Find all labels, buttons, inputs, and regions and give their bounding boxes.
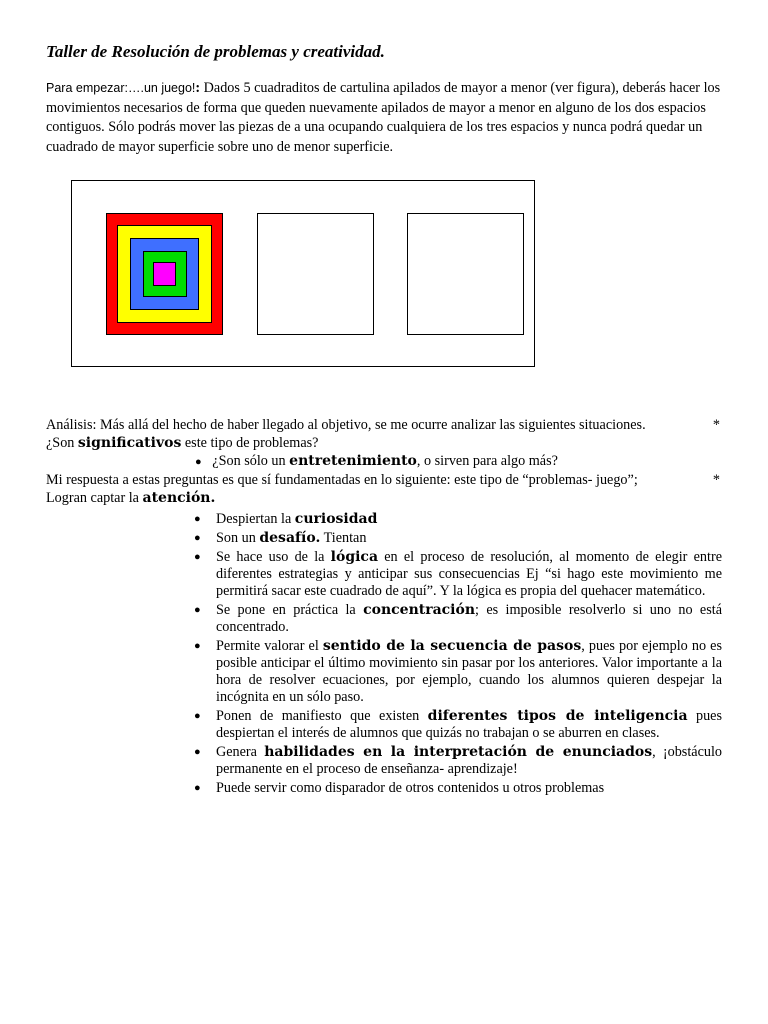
item-post: Tientan — [320, 530, 367, 546]
question-1 — [46, 434, 722, 452]
stacked-squares — [106, 213, 223, 335]
item-bold: habilidades en la interpretación de enunciados — [264, 744, 653, 760]
analysis-section — [46, 416, 722, 799]
item-pre: Permite valorar el — [216, 638, 323, 654]
analysis-line: Análisis: Más allá del hecho de haber llegado al objetivo, se me ocurre analizar las siguientes situaciones. — [46, 417, 646, 433]
q1-bold: significativos — [77, 435, 182, 451]
answer-line — [46, 471, 722, 489]
intro-lead: Para empezar:….un juego! — [46, 81, 196, 95]
square-green — [143, 251, 187, 297]
item-bold: concentración — [363, 602, 476, 618]
bullet-dot: ● — [194, 532, 201, 544]
star-marker-2: * — [712, 472, 720, 488]
item-bold: curiosidad — [294, 511, 378, 527]
list-item — [46, 549, 722, 600]
q2-pre: ¿Son sólo un — [212, 453, 290, 469]
bullet-dot: ● — [194, 782, 201, 794]
bullet-dot: ● — [194, 551, 201, 563]
item-pre: Se pone en práctica la — [216, 602, 364, 618]
item-post: , ¡obstáculo permanente en el proceso de enseñanza- aprendizaje! — [216, 744, 722, 777]
list-item — [46, 708, 722, 742]
q2-bold: entretenimiento — [289, 453, 417, 469]
item-pre: Puede servir como disparador de otros contenidos u otros problemas — [216, 780, 605, 796]
logran-pre: Logran captar la — [46, 490, 143, 506]
list-item — [46, 511, 722, 528]
list-item — [46, 638, 722, 706]
item-pre: Genera — [216, 744, 265, 760]
logran-bold: atención. — [142, 490, 216, 506]
list-item — [46, 780, 722, 797]
benefits-list — [46, 511, 722, 797]
q2-post: , o sirven para algo más? — [416, 453, 558, 469]
item-post: pues despiertan el interés de alumnos que quizás no trabajan o se aburren en clases. — [216, 708, 723, 741]
item-bold: lógica — [330, 549, 379, 565]
item-post: en el proceso de resolución, al momento de elegir entre diferentes estrategias y anticipar sus consecuencias Ej “si hago este movimiento me permitirá sacar este cuadrado de aquí”. Y la lógica es propia del quehacer matemático. — [216, 549, 722, 599]
answer-text: Mi respuesta a estas preguntas es que sí fundamentadas en lo siguiente: este tipo de “problemas- juego”; — [46, 472, 638, 488]
square-magenta — [153, 262, 176, 286]
bullet-dot: ● — [194, 604, 201, 616]
empty-space-2 — [257, 213, 374, 335]
intro-colon: : — [195, 80, 201, 96]
q1-post: este tipo de problemas? — [181, 435, 319, 451]
item-pre: Despiertan la — [216, 511, 295, 527]
square-blue — [130, 238, 199, 310]
list-item — [46, 744, 722, 778]
item-pre: Son un — [216, 530, 260, 546]
list-item — [46, 530, 722, 547]
list-item — [46, 602, 722, 636]
square-yellow — [117, 225, 212, 323]
intro-paragraph — [46, 79, 722, 157]
bullet-dot: ● — [194, 640, 201, 652]
bullet-dot: ● — [194, 513, 201, 525]
q1-pre: ¿Son — [46, 435, 78, 451]
star-marker: * — [712, 417, 720, 433]
bullet-dot: ● — [195, 456, 202, 468]
item-post: ; es imposible resolverlo si uno no está concentrado. — [216, 602, 722, 635]
bullet-dot: ● — [194, 710, 201, 722]
bullet-dot: ● — [194, 746, 201, 758]
item-post: , pues por ejemplo no es posible anticipar el último movimiento sin pasar por los anteriores. Valor importante a la hora de resolver ecuaciones, por ejemplo, cuando los alumnos quieren despejar la incógnita en un sólo paso. — [216, 638, 722, 705]
item-bold: desafío. — [259, 530, 321, 546]
intro-text: Dados 5 cuadraditos de cartulina apilados de mayor a menor (ver figura), deberás hacer los movimientos necesarios de forma que queden nuevamente apilados de mayor a menor en alguno de los dos espacios contiguos. Sólo podrás mover las piezas de a una ocupando cualquiera de los tres espacios y nunca podrá quedar un cuadrado de mayor superficie sobre uno de menor superficie. — [46, 80, 721, 155]
item-pre: Ponen de manifiesto que existen — [216, 708, 428, 724]
item-bold: sentido de la secuencia de pasos — [322, 638, 582, 654]
puzzle-figure — [71, 180, 535, 367]
empty-space-3 — [407, 213, 524, 335]
logran-line — [46, 489, 722, 507]
analysis-intro — [46, 416, 722, 434]
item-pre: Se hace uso de la — [216, 549, 331, 565]
item-bold: diferentes tipos de inteligencia — [427, 708, 688, 724]
document-title: Taller de Resolución de problemas y creatividad. — [46, 42, 385, 61]
question-2 — [46, 452, 722, 471]
